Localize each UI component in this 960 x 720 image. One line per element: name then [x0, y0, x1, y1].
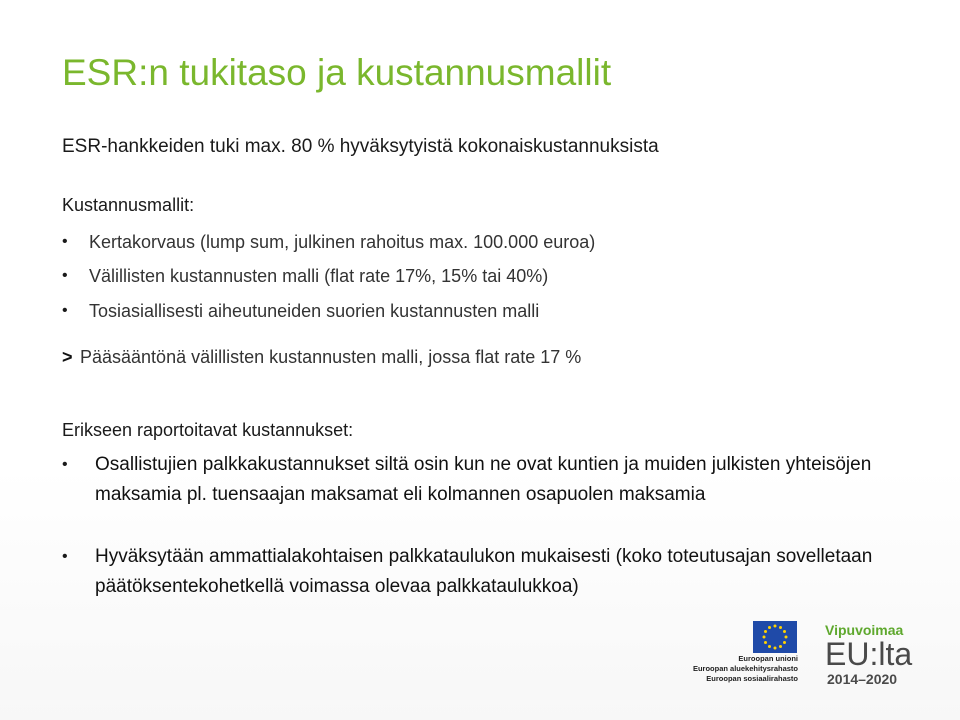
- main-rule-text: Pääsääntönä välillisten kustannusten malli, jossa flat rate 17 %: [80, 347, 582, 367]
- bullet-icon: •: [62, 302, 68, 319]
- vipuvoimaa-logo: [825, 622, 935, 686]
- eu-union-label: Euroopan unioni: [738, 654, 798, 663]
- list-item-text: Hyväksytään ammattialakohtaisen palkkataulukon mukaisesti (koko toteutusajan sovelletaan päätöksentekohetkellä voimassa olevaa palkkataulukkoa): [95, 546, 873, 597]
- eu-logo: [692, 621, 802, 683]
- intro-text: ESR-hankkeiden tuki max. 80 % hyväksytyistä kokonaiskustannuksista: [62, 136, 659, 157]
- vipuvoimaa-years: 2014–2020: [827, 671, 898, 687]
- list-item-text: Osallistujien palkkakustannukset siltä osin kun ne ovat kuntien ja muiden julkisten yhteisöjen maksamia pl. tuensaajan maksamat eli kolmannen osapuolen maksamia: [95, 454, 872, 505]
- models-heading: Kustannusmallit:: [62, 195, 195, 215]
- vipuvoimaa-eu-label: EU:lta: [825, 636, 913, 672]
- arrow-icon: >: [62, 347, 73, 367]
- bullet-icon: •: [62, 233, 68, 250]
- bullet-icon: •: [62, 548, 68, 565]
- eu-regional-fund-label: Euroopan aluekehitysrahasto: [692, 664, 798, 673]
- eu-flag-icon: [753, 621, 797, 653]
- list-item-text: Välillisten kustannusten malli (flat rate 17%, 15% tai 40%): [89, 266, 549, 286]
- list-item-text: Kertakorvaus (lump sum, julkinen rahoitus max. 100.000 euroa): [89, 232, 596, 252]
- list-item-text: Tosiasiallisesti aiheutuneiden suorien kustannusten malli: [89, 301, 540, 321]
- eu-social-fund-label: Euroopan sosiaalirahasto: [706, 674, 798, 683]
- slide-title: ESR:n tukitaso ja kustannusmallit: [62, 52, 612, 93]
- main-rule-note: [62, 345, 581, 369]
- bullet-icon: •: [62, 267, 68, 284]
- separate-costs-heading: Erikseen raportoitavat kustannukset:: [62, 420, 354, 440]
- bullet-icon: •: [62, 456, 68, 473]
- vipuvoimaa-name: Vipuvoimaa: [825, 622, 904, 638]
